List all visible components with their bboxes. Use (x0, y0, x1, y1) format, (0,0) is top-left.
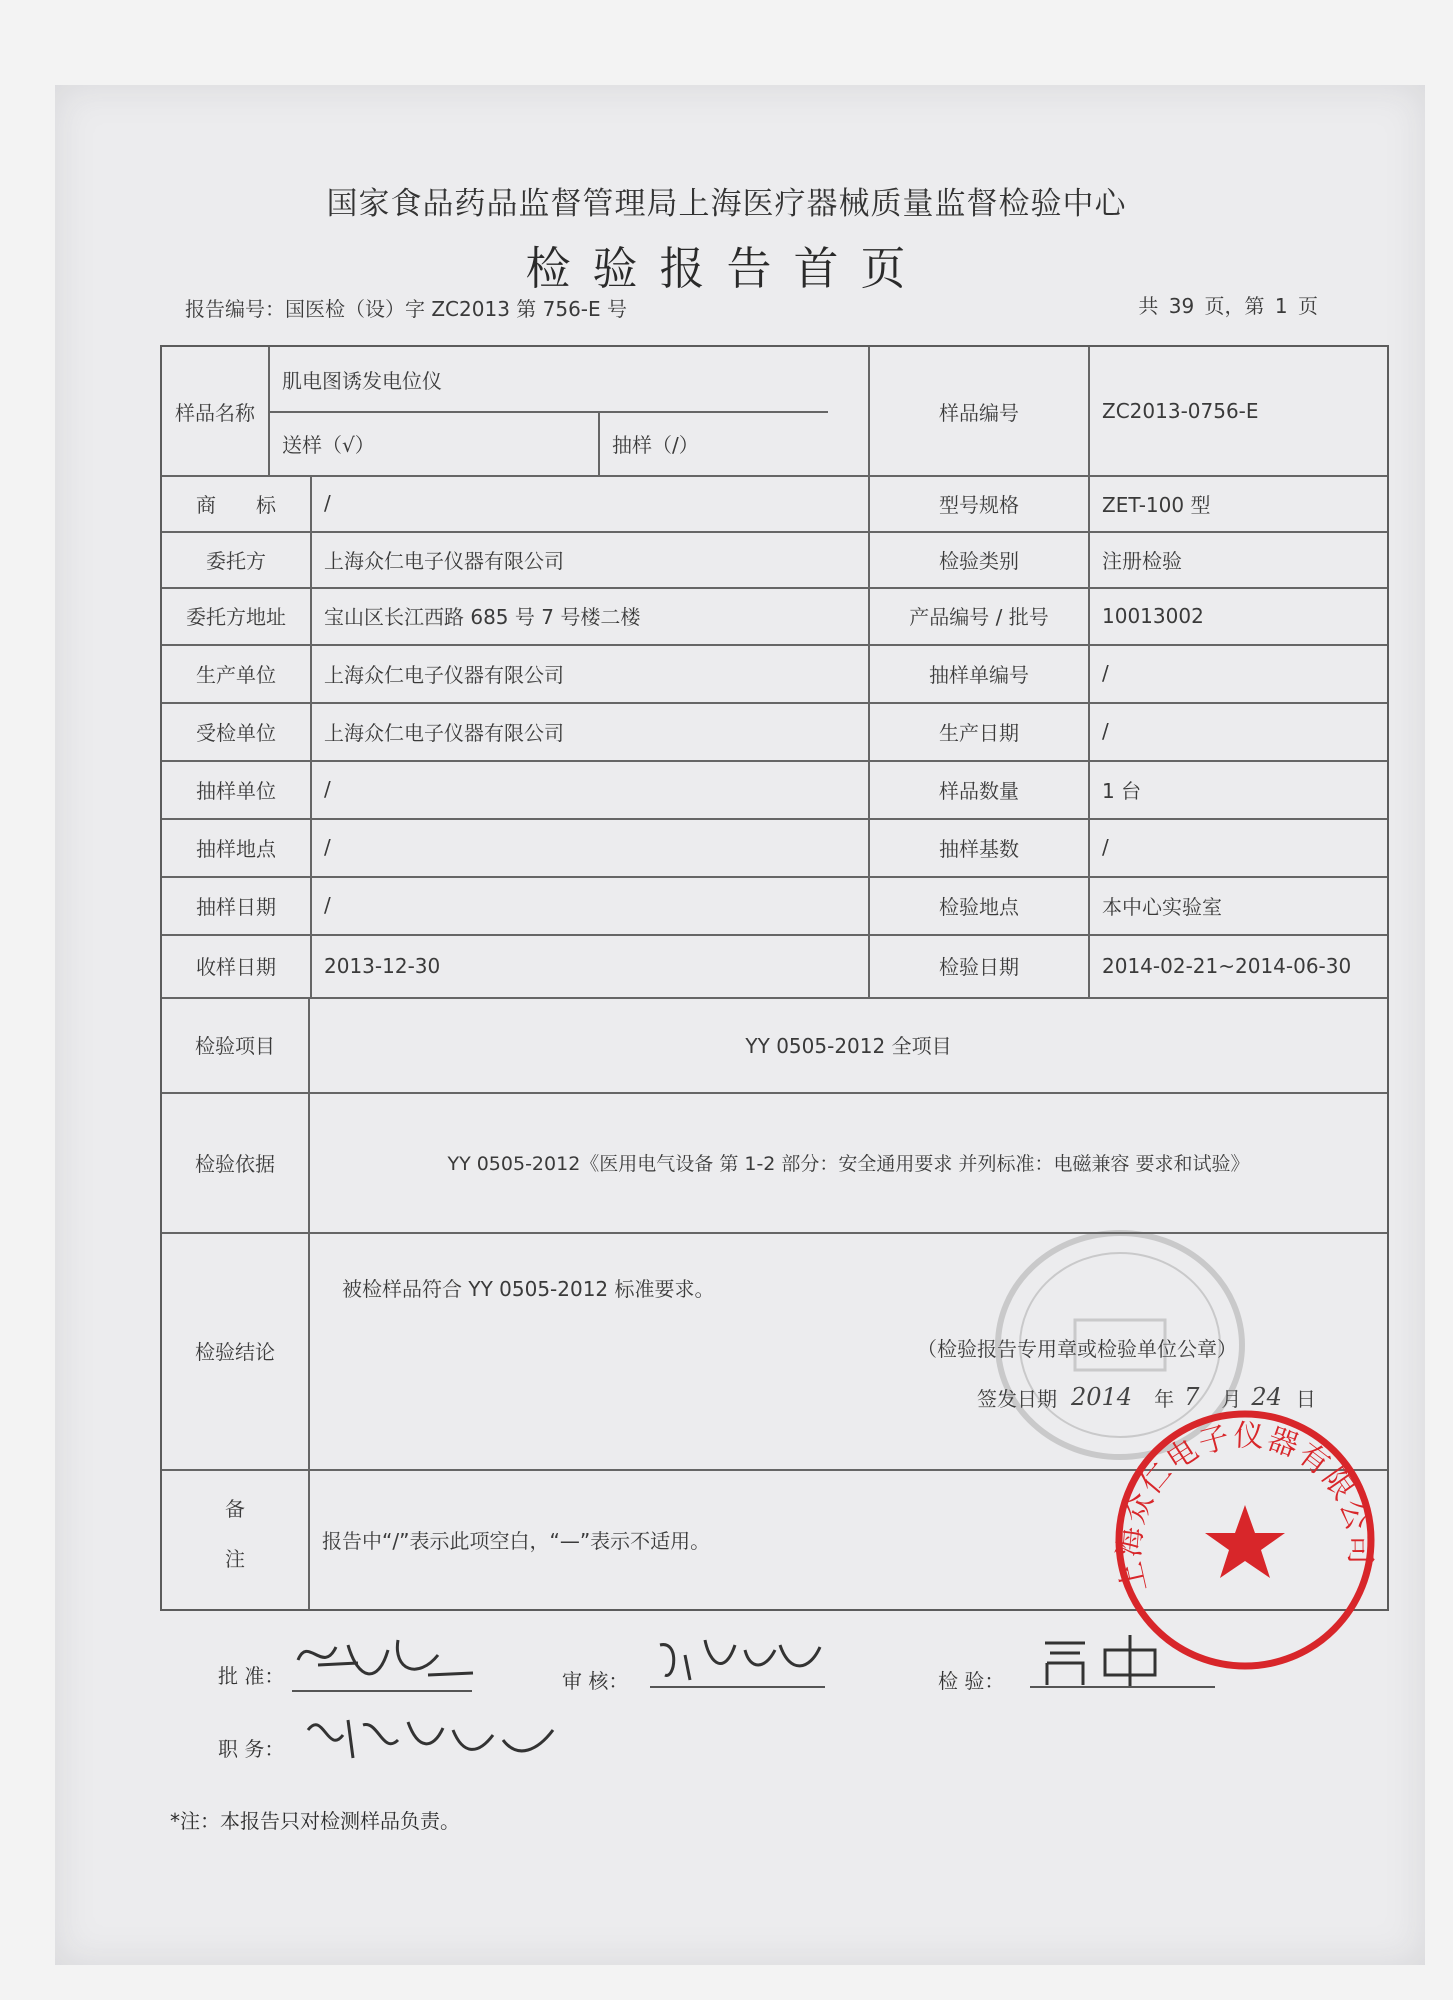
client-address-label: 委托方地址 (186, 605, 286, 629)
inspection-date-value: 2014-02-21~2014-06-30 (1102, 953, 1352, 978)
seal-note: （检验报告专用章或检验单位公章） (917, 1336, 1237, 1361)
issue-date-month: 7 (1184, 1383, 1200, 1411)
sample-name-label: 样品名称 (175, 400, 255, 425)
sampling-place-label: 抽样地点 (196, 836, 276, 861)
inspection-date-label: 检验日期 (939, 955, 1019, 979)
inspected-unit-value: 上海众仁电子仪器有限公司 (324, 720, 564, 745)
sample-quantity-label: 样品数量 (939, 778, 1019, 803)
sample-quantity-value: 1 台 (1102, 778, 1142, 803)
report-number: 报告编号：国医检（设）字 ZC2013 第 756-E 号 (185, 297, 628, 321)
client-address-value: 宝山区长江西路 685 号 7 号楼二楼 (324, 605, 641, 629)
inspection-items-value: YY 0505-2012 全项目 (745, 1034, 952, 1058)
trademark-value: / (324, 491, 331, 515)
issuing-organization: 国家食品药品监督管理局上海医疗器械质量监督检验中心 (326, 186, 1127, 222)
inspection-basis-value: YY 0505-2012《医用电气设备 第 1-2 部分：安全通用要求 并列标准：电磁兼容 要求和试验》 (447, 1152, 1250, 1175)
client-label: 委托方 (206, 548, 266, 573)
inspection-place-label: 检验地点 (939, 894, 1019, 919)
remarks-text: 报告中“/”表示此项空白，“—”表示不适用。 (322, 1528, 711, 1553)
sampling-place-value: / (324, 835, 331, 859)
sampling-unit-value: / (324, 777, 331, 801)
seal-text: 上海众仁电子仪器有限公司 (1112, 1418, 1378, 1596)
model-label: 型号规格 (939, 492, 1019, 517)
conclusion-text: 被检样品符合 YY 0505-2012 标准要求。 (342, 1276, 715, 1301)
sampling-base-value: / (1102, 835, 1109, 859)
remarks-label-1: 备 (225, 1496, 245, 1521)
client-value: 上海众仁电子仪器有限公司 (324, 548, 564, 573)
issue-date-year-unit: 年 (1154, 1386, 1175, 1411)
model-value: ZET-100 型 (1102, 492, 1211, 517)
sent-sample: 送样（√） (282, 432, 375, 457)
sampling-unit-label: 抽样单位 (196, 778, 276, 803)
sampling-base-label: 抽样基数 (939, 836, 1019, 861)
position-label: 职 务： (218, 1737, 285, 1761)
inspection-type-label: 检验类别 (939, 548, 1019, 573)
issue-date-year: 2014 (1071, 1383, 1133, 1411)
production-date-value: / (1102, 719, 1109, 743)
inspection-items-label: 检验项目 (195, 1034, 275, 1058)
sampling-form-no-value: / (1102, 661, 1109, 685)
production-date-label: 生产日期 (939, 720, 1019, 745)
inspected-unit-label: 受检单位 (196, 720, 276, 745)
sampled-sample: 抽样（/） (612, 432, 699, 457)
manufacturer-value: 上海众仁电子仪器有限公司 (324, 662, 564, 687)
issue-date-label: 签发日期 (977, 1386, 1057, 1411)
inspection-basis-label: 检验依据 (195, 1151, 275, 1176)
page-title: 检验报告首页 (525, 242, 928, 295)
inspector-signature (1035, 1625, 1175, 1690)
sampling-date-label: 抽样日期 (196, 894, 276, 919)
sampling-date-value: / (324, 893, 331, 917)
conclusion-label: 检验结论 (195, 1340, 275, 1364)
received-date-label: 收样日期 (196, 955, 276, 979)
inspect-label: 检 验： (938, 1669, 1005, 1693)
page-count: 共 39 页，第 1 页 (1138, 294, 1318, 318)
trademark-label: 商 标 (196, 492, 276, 517)
issue-date-day-unit: 日 (1295, 1386, 1316, 1411)
position-handwriting (298, 1700, 558, 1770)
remarks-label-2: 注 (225, 1546, 245, 1571)
issue-date-day: 24 (1251, 1383, 1282, 1411)
inspection-type-value: 注册检验 (1102, 548, 1182, 573)
review-label: 审 核： (562, 1669, 629, 1693)
footnote: *注：本报告只对检测样品负责。 (170, 1809, 460, 1833)
sampling-form-no-label: 抽样单编号 (929, 662, 1029, 687)
reviewer-signature (650, 1625, 830, 1690)
manufacturer-label: 生产单位 (196, 662, 276, 687)
sample-name-value: 肌电图诱发电位仪 (282, 368, 442, 393)
approver-signature (288, 1625, 478, 1695)
batch-number-label: 产品编号 / 批号 (909, 605, 1049, 629)
issue-date-month-unit: 月 (1221, 1386, 1242, 1411)
sample-number-value: ZC2013-0756-E (1102, 399, 1259, 423)
sample-number-label: 样品编号 (939, 400, 1019, 425)
approve-label: 批 准： (218, 1664, 285, 1688)
received-date-value: 2013-12-30 (324, 953, 441, 978)
inspection-place-value: 本中心实验室 (1102, 894, 1222, 919)
batch-number-value: 10013002 (1102, 603, 1204, 628)
